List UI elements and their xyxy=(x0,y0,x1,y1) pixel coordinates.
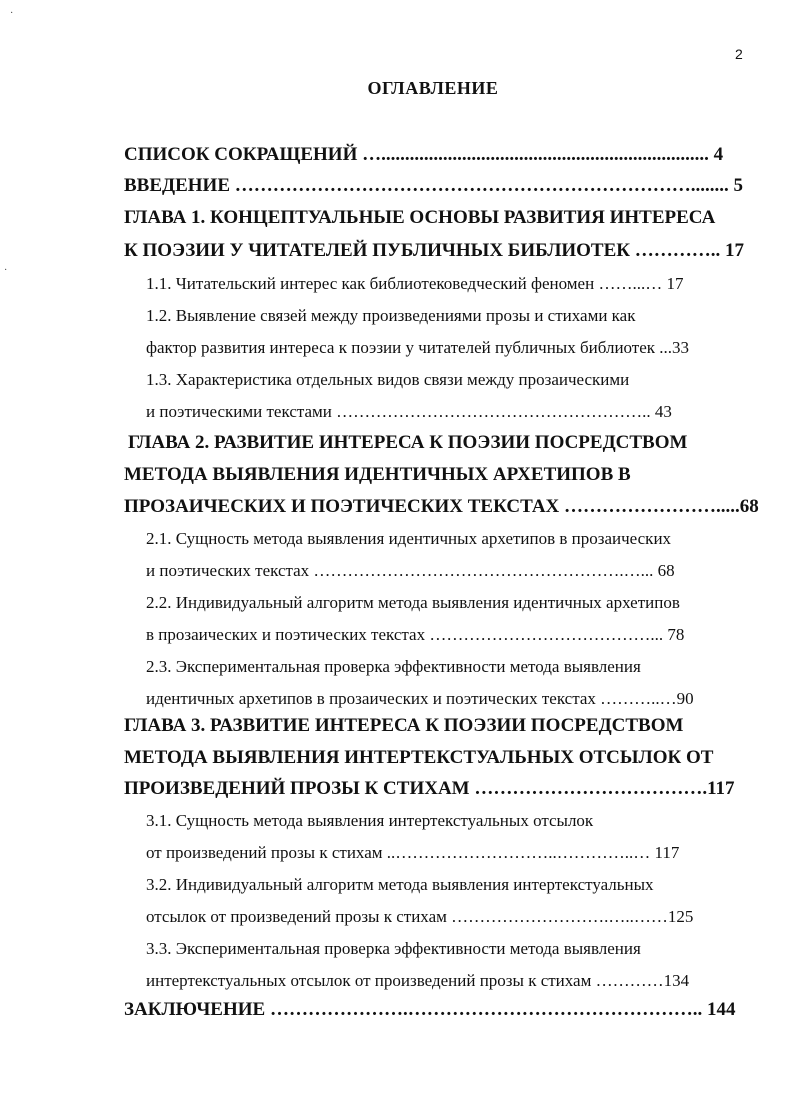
toc-entry-section-1-3-cont[interactable]: и поэтическими текстами ……………………………………………….. 43 xyxy=(146,402,672,421)
toc-entry-chapter-2-cont[interactable]: ПРОЗАИЧЕСКИХ И ПОЭТИЧЕСКИХ ТЕКСТАХ …………………….....68 xyxy=(124,496,759,517)
toc-entry-conclusion[interactable]: ЗАКЛЮЧЕНИЕ ………………….……………………………………….. 144 xyxy=(124,999,736,1020)
toc-entry-section-2-3[interactable]: 2.3. Экспериментальная проверка эффективности метода выявления xyxy=(146,657,641,676)
page-number: 2 xyxy=(735,46,743,62)
toc-entry-section-3-2[interactable]: 3.2. Индивидуальный алгоритм метода выявления интертекстуальных xyxy=(146,875,654,894)
toc-entry-section-2-2[interactable]: 2.2. Индивидуальный алгоритм метода выявления идентичных архетипов xyxy=(146,593,680,612)
toc-entry-section-3-1[interactable]: 3.1. Сущность метода выявления интертекстуальных отсылок xyxy=(146,811,594,830)
toc-entry-abbreviations[interactable]: СПИСОК СОКРАЩЕНИЙ …..................................................................... 4 xyxy=(124,144,724,165)
toc-entry-section-2-1-cont[interactable]: и поэтических текстах ……………………………………………….…... 68 xyxy=(146,561,675,580)
scan-mark: · xyxy=(10,8,14,19)
toc-entry-section-2-1[interactable]: 2.1. Сущность метода выявления идентичных архетипов в прозаических xyxy=(146,529,672,548)
toc-entry-chapter-1-cont[interactable]: К ПОЭЗИИ У ЧИТАТЕЛЕЙ ПУБЛИЧНЫХ БИБЛИОТЕК ………….. 17 xyxy=(124,240,745,261)
toc-entry-section-1-3[interactable]: 1.3. Характеристика отдельных видов связи между прозаическими xyxy=(146,370,630,389)
toc-entry-section-3-3[interactable]: 3.3. Экспериментальная проверка эффективности метода выявления xyxy=(146,939,641,958)
toc-entry-section-3-3-cont[interactable]: интертекстуальных отсылок от произведений прозы к стихам …………134 xyxy=(146,971,690,990)
scan-mark: · xyxy=(4,265,8,276)
toc-entry-chapter-1[interactable]: ГЛАВА 1. КОНЦЕПТУАЛЬНЫЕ ОСНОВЫ РАЗВИТИЯ ИНТЕРЕСА xyxy=(124,207,716,228)
toc-entry-section-1-2[interactable]: 1.2. Выявление связей между произведениями прозы и стихами как xyxy=(146,306,636,325)
toc-entry-section-3-1-cont[interactable]: от произведений прозы к стихам ..………………………..…………..… 117 xyxy=(146,843,680,862)
toc-entry-section-3-2-cont[interactable]: отсылок от произведений прозы к стихам ……………………….…..……125 xyxy=(146,907,694,926)
toc-entry-chapter-2[interactable]: ГЛАВА 2. РАЗВИТИЕ ИНТЕРЕСА К ПОЭЗИИ ПОСРЕДСТВОМ xyxy=(128,432,688,453)
toc-entry-section-1-1[interactable]: 1.1. Читательский интерес как библиотековедческий феномен ……...… 17 xyxy=(146,274,684,293)
toc-title: ОГЛАВЛЕНИЕ xyxy=(367,78,499,98)
toc-entry-chapter-2-cont[interactable]: МЕТОДА ВЫЯВЛЕНИЯ ИДЕНТИЧНЫХ АРХЕТИПОВ В xyxy=(124,464,631,485)
toc-entry-section-2-2-cont[interactable]: в прозаических и поэтических текстах …………………………………... 78 xyxy=(146,625,685,644)
toc-entry-introduction[interactable]: ВВЕДЕНИЕ ………………………………………………………………........ 5 xyxy=(124,175,743,196)
toc-entry-chapter-3-cont[interactable]: ПРОИЗВЕДЕНИЙ ПРОЗЫ К СТИХАМ ……………………………….117 xyxy=(124,778,735,799)
toc-entry-chapter-3[interactable]: ГЛАВА 3. РАЗВИТИЕ ИНТЕРЕСА К ПОЭЗИИ ПОСРЕДСТВОМ xyxy=(124,715,684,736)
toc-entry-section-2-3-cont[interactable]: идентичных архетипов в прозаических и поэтических текстах ………..…90 xyxy=(146,689,694,708)
toc-entry-chapter-3-cont[interactable]: МЕТОДА ВЫЯВЛЕНИЯ ИНТЕРТЕКСТУАЛЬНЫХ ОТСЫЛОК ОТ xyxy=(124,747,714,768)
toc-entry-section-1-2-cont[interactable]: фактор развития интереса к поэзии у читателей публичных библиотек ...33 xyxy=(146,338,690,357)
